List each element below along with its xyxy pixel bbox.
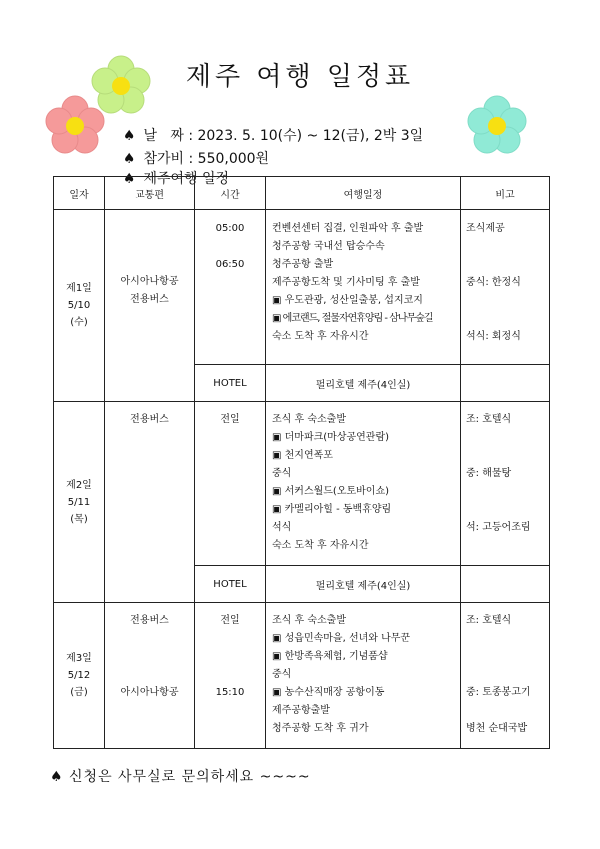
hotel-name-cell: 펄리호텔 제주(4인실) [266, 365, 461, 402]
flower-cyan-decoration [466, 95, 528, 157]
page-title: 제주 여행 일정표 [185, 62, 415, 92]
note-cell: 조식제공 중식: 한정식 석식: 회정식 [461, 210, 550, 365]
header-transport: 교통편 [105, 177, 195, 210]
spade-icon: ♠ [122, 171, 136, 187]
spade-icon: ♠ [122, 151, 136, 167]
time-cell: 05:00 06:50 [195, 210, 266, 365]
hotel-time-cell: HOTEL [195, 566, 266, 603]
table-row [54, 603, 550, 749]
schedule-cell: 조식 후 숙소출발 ▣ 더마파크(마상공연관람) ▣ 천지연폭포 중식 ▣ 서커스월드(오토바이쇼) ▣ 카멜리아힐 - 동백휴양림 석식 숙소 도착 후 자유시간 [266, 402, 461, 566]
hotel-note-cell [461, 566, 550, 603]
info-schedule-heading: ♠ 제주여행 일정 [122, 171, 230, 187]
info-date: ♠ 날 짜 : 2023. 5. 10(수) ~ 12(금), 2박 3일 [122, 128, 424, 144]
table-header-row [54, 177, 550, 210]
table-row [54, 402, 550, 566]
flower-pink-decoration [44, 95, 106, 157]
day-cell: 제3일 5/12 (금) [54, 603, 105, 749]
day-cell: 제2일 5/11 (목) [54, 402, 105, 603]
note-cell: 조: 호텔식 중: 토종봉고기 병천 순대국밥 [461, 603, 550, 749]
schedule-cell: 조식 후 숙소출발 ▣ 성읍민속마을, 선녀와 나무꾼 ▣ 한방족욕체험, 기념품샵 중식 ▣ 농수산직매장 공항이동 제주공항출발 청주공항 도착 후 귀가 [266, 603, 461, 749]
hotel-time-cell: HOTEL [195, 365, 266, 402]
header-schedule: 여행일정 [266, 177, 461, 210]
time-cell: 전일 15:10 [195, 603, 266, 749]
note-cell: 조: 호텔식 중: 해물탕 석: 고등어조림 [461, 402, 550, 566]
time-cell: 전일 [195, 402, 266, 566]
transport-cell: 전용버스 아시아나항공 [105, 603, 195, 749]
day-cell: 제1일 5/10 (수) [54, 210, 105, 402]
hotel-name-cell: 펄리호텔 제주(4인실) [266, 566, 461, 603]
hotel-note-cell [461, 365, 550, 402]
header-date: 일자 [54, 177, 105, 210]
spade-icon: ♠ [122, 128, 136, 144]
header-note: 비고 [461, 177, 550, 210]
footer-contact-note: ♠ 신청은 사무실로 문의하세요 ~~~~ [50, 769, 311, 785]
itinerary-table [53, 176, 550, 749]
schedule-cell: 컨벤션센터 집결, 인원파악 후 출발 청주공항 국내선 탑승수속 청주공항 출발 제주공항도착 및 기사미팅 후 출발 ▣ 우도관광, 성산일출봉, 섭지코지 ▣ 에코랜드, 절물자연휴양림 - 삼나무숲길 숙소 도착 후 자유시간 [266, 210, 461, 365]
header-time: 시간 [195, 177, 266, 210]
table-row [54, 210, 550, 365]
transport-cell: 아시아나항공 전용버스 [105, 210, 195, 402]
spade-icon: ♠ [50, 769, 64, 785]
transport-cell: 전용버스 [105, 402, 195, 603]
info-fee: ♠ 참가비 : 550,000원 [122, 151, 270, 167]
